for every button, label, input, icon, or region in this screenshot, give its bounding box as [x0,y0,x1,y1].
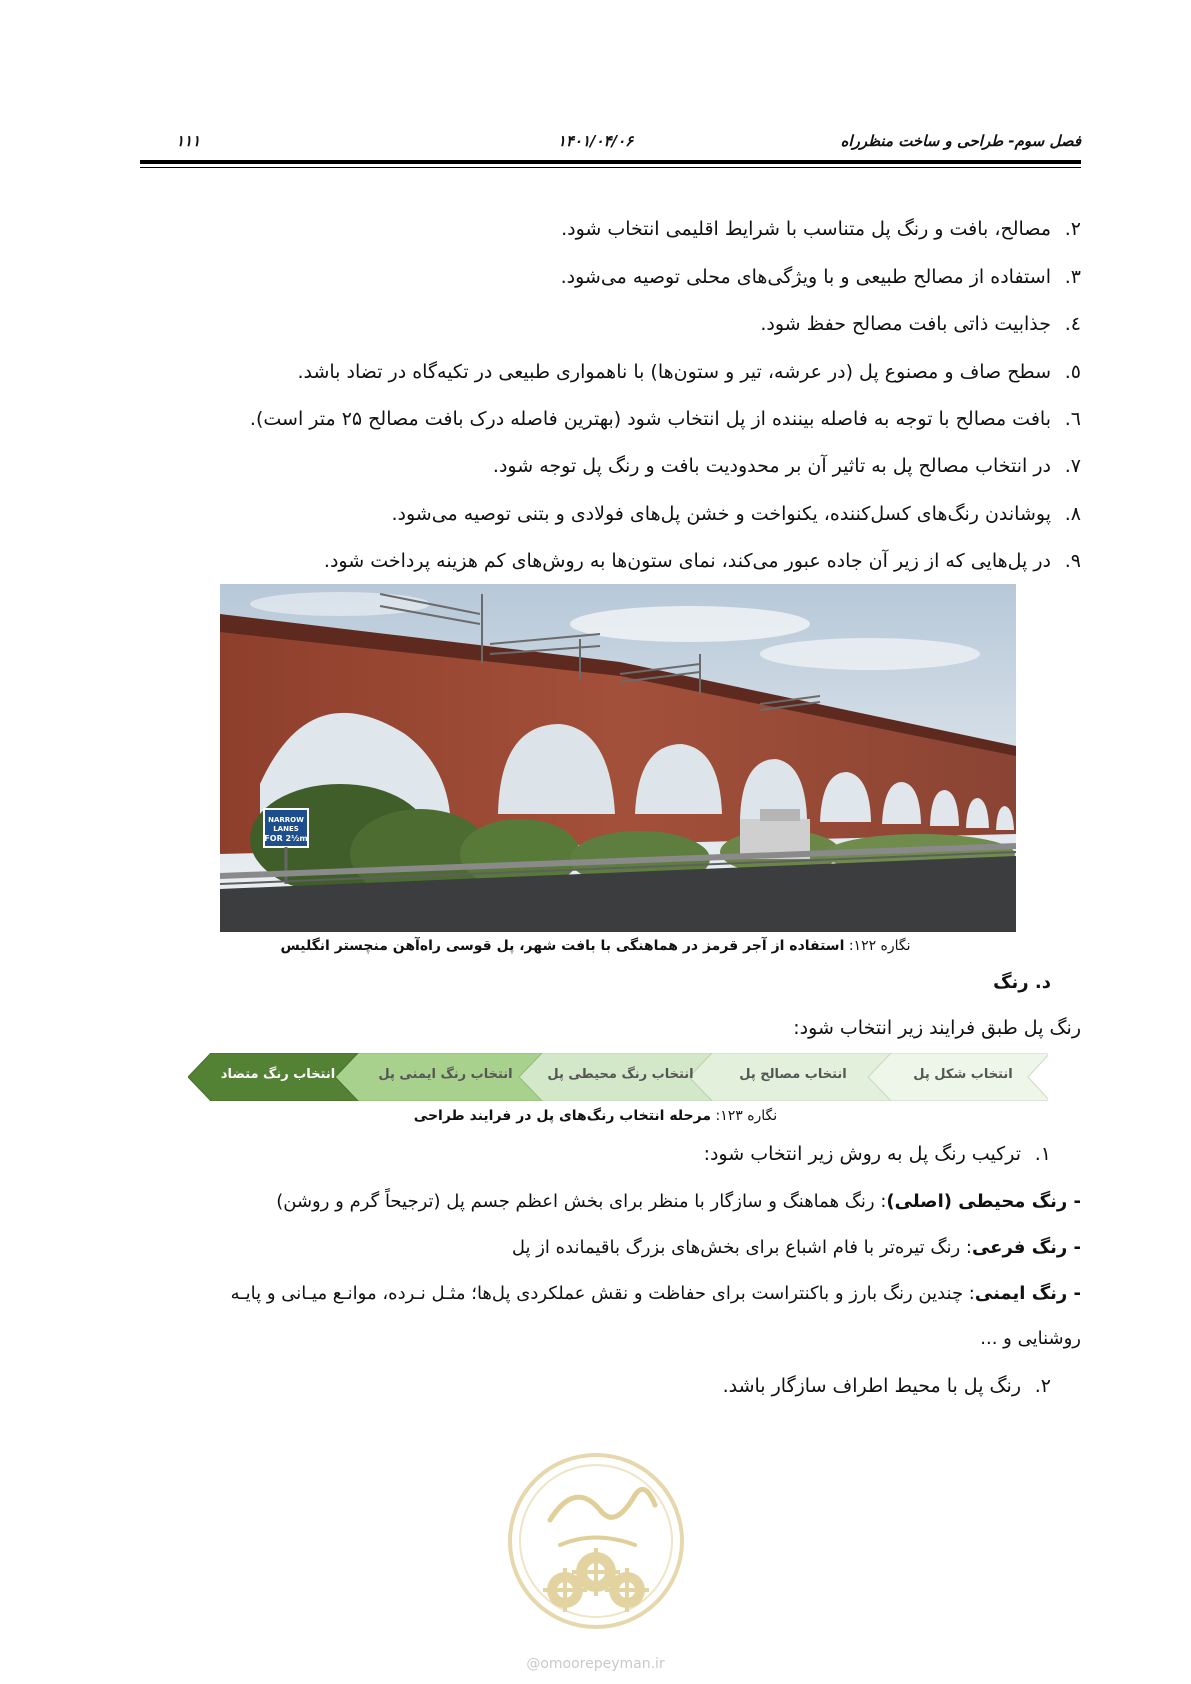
flow-step-label: انتخاب رنگ محیطی پل [547,1067,694,1082]
list-item: ٧.در انتخاب مصالح پل به تاثیر آن بر محدودیت بافت و رنگ پل توجه شود. [492,455,1081,477]
header-date: ۱۴۰۱/۰۴/۰۶ [557,132,634,150]
list-item: ٦.بافت مصالح با توجه به فاصله بیننده از پل انتخاب شود (بهترین فاصله درک بافت مصالح ۲۵ متر است). [249,408,1081,430]
bullet-continuation: روشنایی و ... [980,1328,1081,1349]
sign-text-1: NARROW [268,816,304,824]
list-item: ٩.در پل‌هایی که از زیر آن جاده عبور می‌کند، نمای ستون‌ها به روش‌های کم هزینه پرداخت شود. [323,550,1081,572]
flow-step-label: انتخاب مصالح پل [739,1067,847,1082]
list-item: ۱.ترکیب رنگ پل به روش زیر انتخاب شود: [703,1143,1051,1165]
site-watermark: @omoorepeyman.ir [526,1656,665,1672]
bullet-item: - رنگ فرعی: رنگ تیره‌تر با فام اشباع برای بخش‌های بزرگ باقیمانده از پل [511,1237,1081,1258]
color-process-flow [188,1053,1048,1101]
list-item: ٨.پوشاندن رنگ‌های کسل‌کننده، یکنواخت و خشن پل‌های فولادی و بتنی توصیه می‌شود. [391,503,1081,525]
list-item: ۲.مصالح، بافت و رنگ پل متناسب با شرایط اقلیمی انتخاب شود. [561,218,1081,240]
header-rule-thin [140,167,1081,168]
flow-step-label: انتخاب رنگ متضاد [220,1067,336,1082]
header-rule-thick [140,160,1081,164]
sign-text-3: FOR 2½m [264,834,308,843]
figure-123-caption: نگاره ۱۲۳: مرحله انتخاب رنگ‌های پل در فرایند طراحی [413,1108,778,1124]
list-item: ۲.رنگ پل با محیط اطراف سازگار باشد. [722,1375,1051,1397]
bullet-item: - رنگ ایمنی: چندین رنگ بارز و باکنتراست برای حفاظت و نقش عملکردی پل‌ها؛ مثـل نـرده، موانـع میـانی و پایـه [230,1283,1081,1304]
page-number: ۱۱۱ [176,132,201,150]
viaduct-photo [220,584,1016,932]
list-item: ٥.سطح صاف و مصنوع پل (در عرشه، تیر و ستون‌ها) با ناهمواری طبیعی در تکیه‌گاه در تضاد باشد. [297,361,1081,383]
flow-step-label: انتخاب شکل پل [913,1067,1013,1082]
bullet-item: - رنگ محیطی (اصلی): رنگ هماهنگ و سازگار با منظر برای بخش اعظم جسم پل (ترجیحاً گرم و روشن) [276,1191,1081,1212]
figure-122-caption: نگاره ۱۲۲: استفاده از آجر قرمز در هماهنگی با بافت شهر، پل قوسی راه‌آهن منچستر انگلیس [280,938,911,954]
publisher-logo [505,1450,687,1632]
list-item: ٤.جذابیت ذاتی بافت مصالح حفظ شود. [760,313,1081,335]
section-intro: رنگ پل طبق فرایند زیر انتخاب شود: [793,1017,1081,1039]
section-heading: د. رنگ [993,972,1051,993]
list-item: ۳.استفاده از مصالح طبیعی و با ویژگی‌های محلی توصیه می‌شود. [560,266,1081,288]
sign-text-2: LANES [273,825,299,833]
chapter-title: فصل سوم- طراحی و ساخت منظرراه [840,132,1081,150]
flow-step-label: انتخاب رنگ ایمنی پل [378,1067,513,1082]
